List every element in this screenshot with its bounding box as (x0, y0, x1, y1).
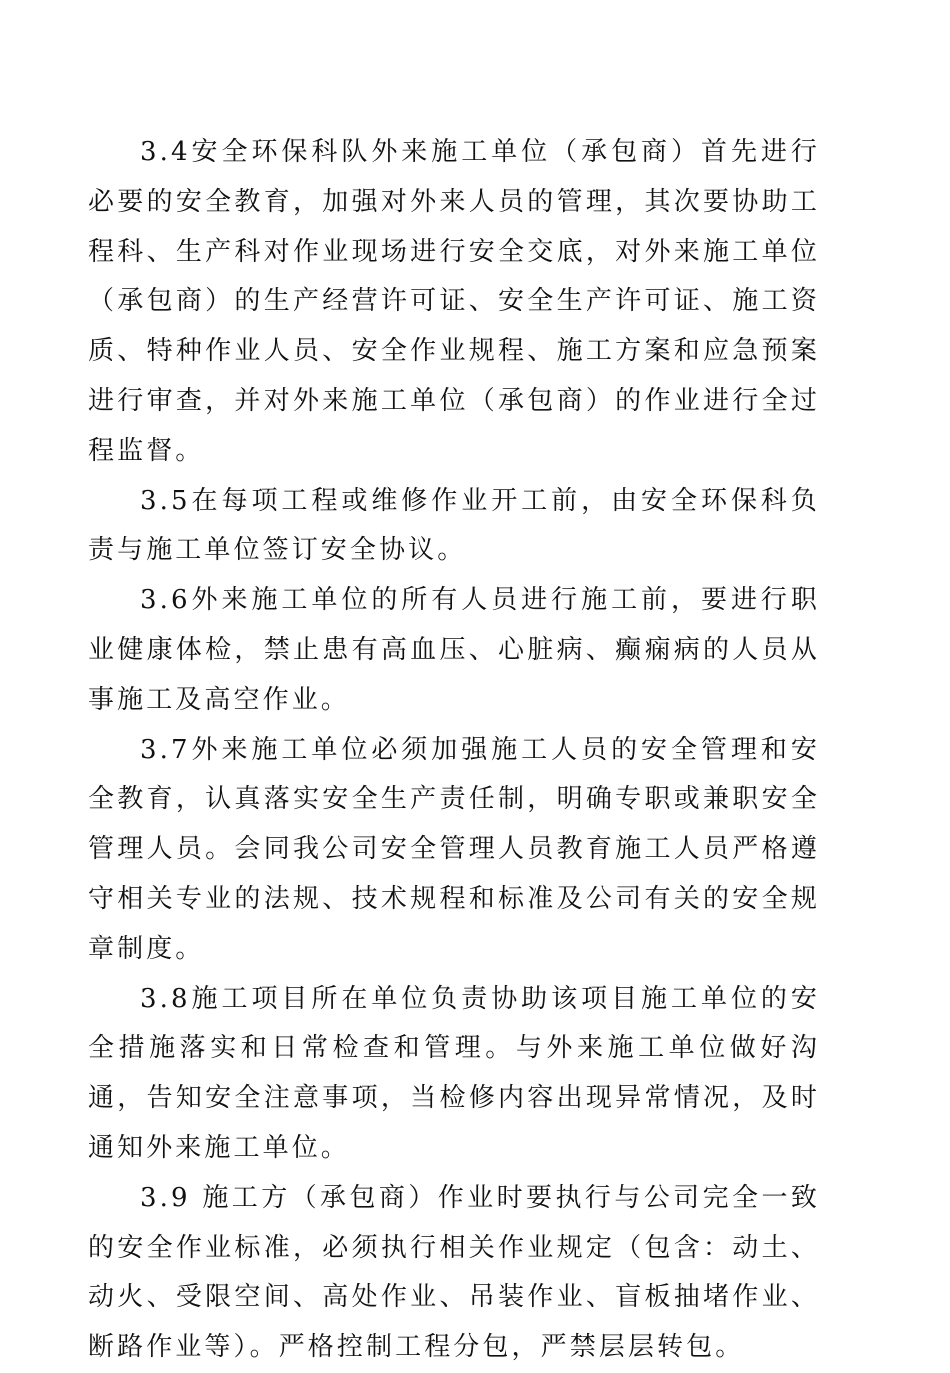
paragraph-3-5: 3.5在每项工程或维修作业开工前，由安全环保科负责与施工单位签订安全协议。 (88, 485, 820, 566)
paragraph-3-7: 3.7外来施工单位必须加强施工人员的安全管理和安全教育，认真落实安全生产责任制，明确专职或兼职安全管理人员。会同我公司安全管理人员教育施工人员严格遵守相关专业的法规、技术规程和标准及公司有关的安全规章制度。 (88, 734, 820, 964)
document-body (88, 128, 820, 1373)
paragraph-3-6: 3.6外来施工单位的所有人员进行施工前，要进行职业健康体检，禁止患有高血压、心脏病、癫痫病的人员从事施工及高空作业。 (88, 585, 820, 715)
paragraph-3-4: 3.4安全环保科队外来施工单位（承包商）首先进行必要的安全教育，加强对外来人员的管理，其次要协助工程科、生产科对作业现场进行安全交底，对外来施工单位（承包商）的生产经营许可证、安全生产许可证、施工资质、特种作业人员、安全作业规程、施工方案和应急预案进行审查，并对外来施工单位（承包商）的作业进行全过程监督。 (88, 137, 820, 466)
paragraph-3-8: 3.8施工项目所在单位负责协助该项目施工单位的安全措施落实和日常检查和管理。与外来施工单位做好沟通，告知安全注意事项，当检修内容出现异常情况，及时通知外来施工单位。 (88, 983, 820, 1163)
paragraph-3-9: 3.9 施工方（承包商）作业时要执行与公司完全一致的安全作业标准，必须执行相关作业规定（包含：动土、动火、受限空间、高处作业、吊装作业、盲板抽堵作业、断路作业等）。严格控制工程分包，严禁层层转包。 (88, 1182, 820, 1363)
